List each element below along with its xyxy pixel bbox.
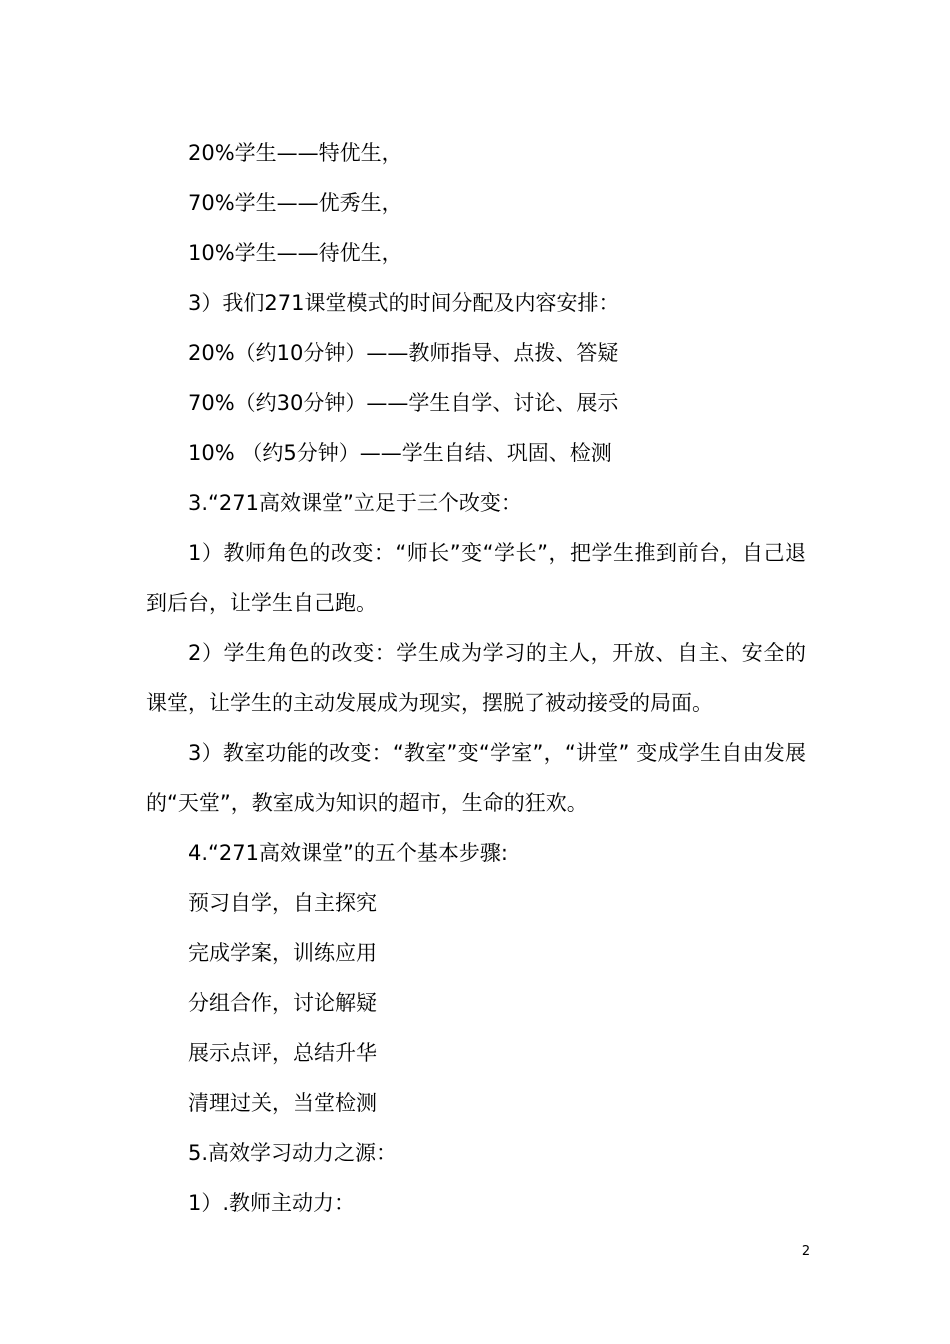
- paragraph-teacher-role-change: 1）教师角色的改变：“师长”变“学长”，把学生推到前台，自己退到后台，让学生自己跑。: [146, 541, 806, 615]
- step-item-checking: 清理过关，当堂检测: [188, 1091, 377, 1115]
- paragraph-ratio-top: 20%学生——特优生，: [188, 141, 403, 165]
- step-item-group-work: 分组合作，讨论解疑: [188, 991, 377, 1015]
- paragraph-student-role-change: 2）学生角色的改变：学生成为学习的主人，开放、自主、安全的课堂，让学生的主动发展成为现实，摆脱了被动接受的局面。: [146, 641, 806, 715]
- step-item-presentation: 展示点评，总结升华: [188, 1041, 377, 1065]
- document-body: [146, 128, 806, 1228]
- paragraph-time-allocation-heading: 3）我们271课堂模式的时间分配及内容安排：: [188, 291, 620, 315]
- paragraph-classroom-function-change: 3）教室功能的改变：“教室”变“学室”，“讲堂” 变成学生自由发展的“天堂”，教室成为知识的超市，生命的狂欢。: [146, 741, 806, 815]
- section-heading-three-changes: 3.“271高效课堂”立足于三个改变：: [188, 491, 522, 515]
- section-heading-five-steps: 4.“271高效课堂”的五个基本步骤:: [188, 841, 508, 865]
- step-item-preview: 预习自学，自主探究: [188, 891, 377, 915]
- page-number: 2: [801, 1244, 811, 1259]
- paragraph-ratio-middle: 70%学生——优秀生，: [188, 191, 403, 215]
- paragraph-time-teacher: 20%（约10分钟）——教师指导、点拨、答疑: [188, 341, 619, 365]
- section-heading-motivation: 5.高效学习动力之源：: [188, 1141, 398, 1165]
- paragraph-ratio-bottom: 10%学生——待优生，: [188, 241, 403, 265]
- paragraph-teacher-motivation: 1）.教师主动力：: [188, 1191, 356, 1215]
- paragraph-time-self-study: 70%（约30分钟）——学生自学、讨论、展示: [188, 391, 619, 415]
- step-item-worksheet: 完成学案，训练应用: [188, 941, 377, 965]
- paragraph-time-summary: 10% （约5分钟）——学生自结、巩固、检测: [188, 441, 612, 465]
